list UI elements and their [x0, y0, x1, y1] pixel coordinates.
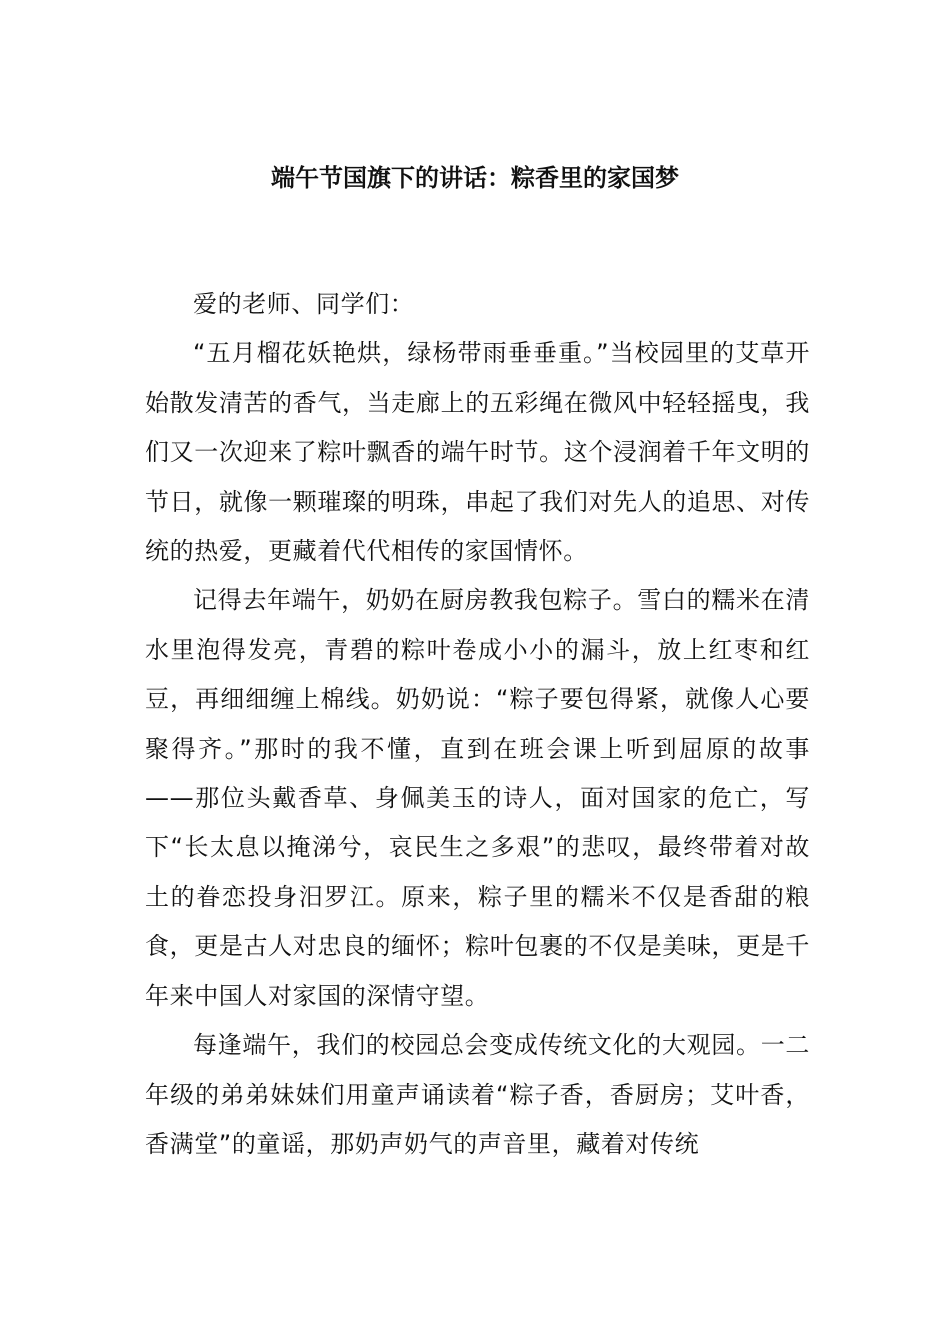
document-body: [145, 280, 810, 1169]
paragraph: “五月榴花妖艳烘，绿杨带雨垂垂重。”当校园里的艾草开始散发清苦的香气，当走廊上的五彩绳在微风中轻轻摇曳，我们又一次迎来了粽叶飘香的端午时节。这个浸润着千年文明的节日，就像一颗璀璨的明珠，串起了我们对先人的追思、对传统的热爱，更藏着代代相传的家国情怀。: [145, 339, 810, 566]
paragraph: 记得去年端午，奶奶在厨房教我包粽子。雪白的糯米在清水里泡得发亮，青碧的粽叶卷成小小的漏斗，放上红枣和红豆，再细细缠上棉线。奶奶说：“粽子要包得紧，就像人心要聚得齐。”那时的我不懂，直到在班会课上听到屈原的故事——那位头戴香草、身佩美玉的诗人，面对国家的危亡，写下“长太息以掩涕兮，哀民生之多艰”的悲叹，最终带着对故土的眷恋投身汨罗江。原来，粽子里的糯米不仅是香甜的粮食，更是古人对忠良的缅怀；粽叶包裹的不仅是美味，更是千年来中国人对家国的深情守望。: [145, 586, 810, 1010]
paragraph: 每逢端午，我们的校园总会变成传统文化的大观园。一二年级的弟弟妹妹们用童声诵读着“粽子香，香厨房；艾叶香，香满堂”的童谣，那奶声奶气的声音里，藏着对传统: [145, 1031, 810, 1158]
paragraph-salutation: 爱的老师、同学们：: [193, 290, 415, 318]
document-title: 端午节国旗下的讲话：粽香里的家国梦: [271, 164, 679, 192]
